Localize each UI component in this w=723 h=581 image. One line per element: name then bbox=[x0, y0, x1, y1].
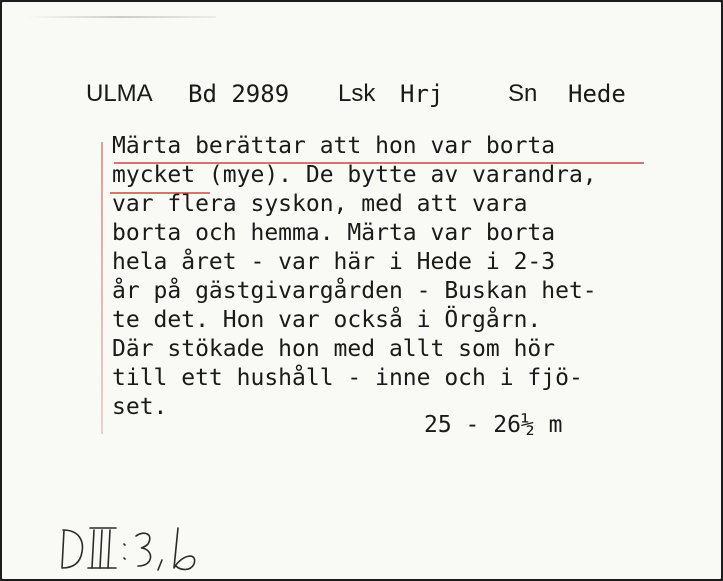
red-margin-line bbox=[101, 142, 103, 434]
text-line: te det. Hon var också i Örgårn. bbox=[112, 307, 542, 333]
text-line: borta och hemma. Märta var borta bbox=[112, 220, 556, 246]
parish-value: Hede bbox=[568, 80, 626, 108]
text-line: Märta berättar att hon var borta bbox=[112, 133, 556, 159]
text-line: Där stökade hon med allt som hör bbox=[112, 336, 556, 362]
archive-code: ULMA bbox=[86, 80, 153, 107]
text-line: hela året - var här i Hede i 2-3 bbox=[112, 249, 556, 275]
parish-label: Sn bbox=[508, 80, 538, 107]
text-line: set. bbox=[112, 394, 168, 420]
record-text bbox=[112, 132, 712, 422]
text-line: mycket (mye). De bytte av varandra, bbox=[112, 162, 597, 188]
volume-number: Bd 2989 bbox=[188, 80, 290, 108]
duration-note: 25 - 26½ m bbox=[424, 412, 563, 438]
province-value: Hrj bbox=[400, 80, 444, 108]
text-line: var flera syskon, med att vara bbox=[112, 191, 528, 217]
card-header bbox=[2, 2, 721, 122]
handwritten-signature bbox=[58, 522, 218, 577]
province-label: Lsk bbox=[338, 80, 376, 107]
text-line: till ett hushåll - inne och i fjö- bbox=[112, 365, 583, 391]
text-line: år på gästgivargården - Buskan het- bbox=[112, 278, 597, 304]
